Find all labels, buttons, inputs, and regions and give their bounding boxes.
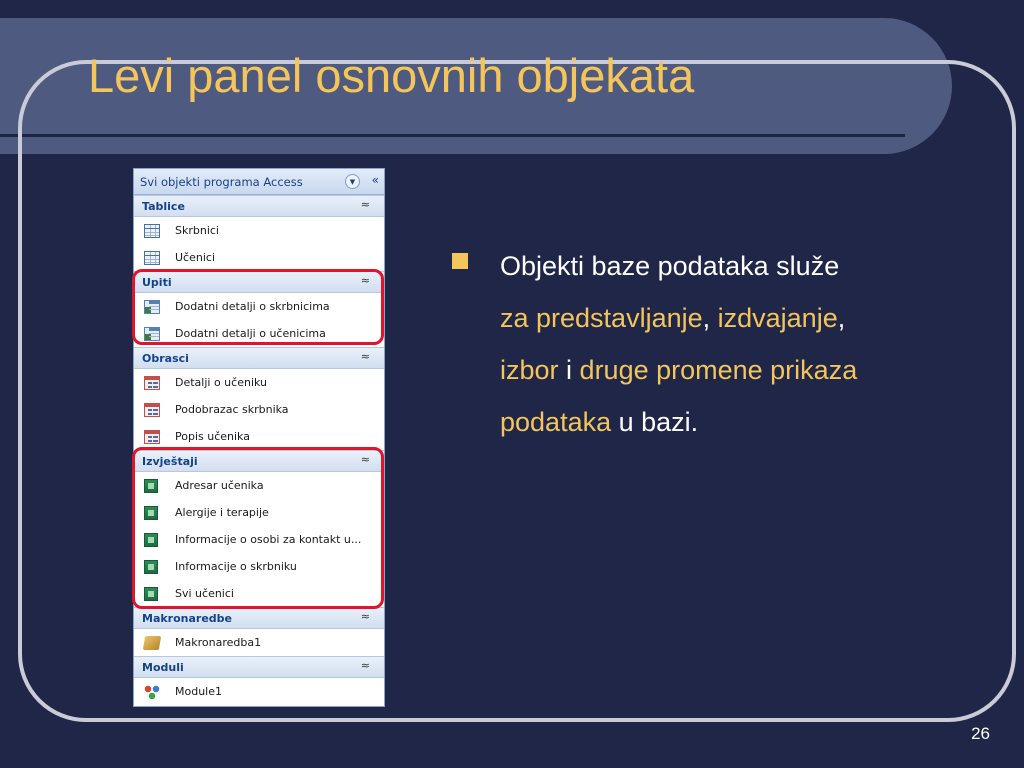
nav-item-label: Informacije o osobi za kontakt u... — [175, 533, 362, 546]
group-label: Tablice — [142, 199, 185, 213]
highlight-reports — [132, 447, 384, 609]
group-header-forms[interactable] — [134, 347, 384, 369]
nav-item-module[interactable] — [134, 678, 384, 705]
nav-item-table[interactable] — [134, 217, 384, 244]
form-icon — [144, 376, 160, 390]
nav-item-label: Svi učenici — [175, 587, 234, 600]
nav-item-macro[interactable] — [134, 629, 384, 656]
bullet-accent-part: izbor — [500, 355, 559, 385]
nav-item-label: Podobrazac skrbnika — [175, 403, 289, 416]
nav-item-label: Dodatni detalji o skrbnicima — [175, 300, 330, 313]
group-label: Moduli — [142, 660, 184, 674]
group-label: Upiti — [142, 275, 172, 289]
macro-icon — [143, 636, 161, 650]
bullet-text — [500, 240, 870, 448]
bullet-text-part: u bazi. — [611, 407, 699, 437]
collapse-pane-icon[interactable]: « — [371, 173, 379, 187]
group-header-tables[interactable] — [134, 195, 384, 217]
chevron-up-icon[interactable]: ≈ — [360, 610, 370, 623]
navigation-pane — [133, 168, 385, 707]
nav-item-form[interactable] — [134, 396, 384, 423]
table-icon — [144, 251, 160, 265]
nav-item-label: Detalji o učeniku — [175, 376, 268, 389]
group-header-macros[interactable] — [134, 607, 384, 629]
navigation-pane-title: Svi objekti programa Access — [140, 174, 303, 189]
nav-item-label: Skrbnici — [175, 224, 219, 237]
nav-item-label: Informacije o skrbniku — [175, 560, 297, 573]
highlight-queries — [132, 269, 384, 345]
group-header-modules[interactable] — [134, 656, 384, 678]
navigation-pane-header[interactable] — [134, 169, 384, 195]
module-icon — [144, 685, 160, 699]
nav-item-table[interactable] — [134, 244, 384, 271]
form-icon — [144, 430, 160, 444]
group-label: Makronaredbe — [142, 611, 233, 625]
bullet-text-part: Objekti baze podataka služe — [500, 251, 840, 281]
nav-item-form[interactable] — [134, 369, 384, 396]
nav-item-label: Učenici — [175, 251, 215, 264]
form-icon — [144, 403, 160, 417]
table-icon — [144, 224, 160, 238]
nav-item-label: Alergije i terapije — [175, 506, 269, 519]
nav-item-label: Popis učenika — [175, 430, 250, 443]
bullet-text-part: , — [837, 303, 846, 333]
group-label: Izvještaji — [142, 454, 198, 468]
chevron-up-icon[interactable]: ≈ — [360, 659, 370, 672]
chevron-up-icon[interactable]: ≈ — [360, 453, 370, 466]
nav-item-label: Adresar učenika — [175, 479, 264, 492]
slide-title: Levi panel osnovnih objekata — [88, 49, 695, 102]
nav-item-label: Module1 — [175, 685, 222, 698]
nav-item-label: Dodatni detalji o učenicima — [175, 327, 326, 340]
chevron-up-icon[interactable]: ≈ — [360, 350, 370, 363]
nav-item-form[interactable] — [134, 423, 384, 450]
bullet-text-part: , — [702, 303, 718, 333]
chevron-up-icon[interactable]: ≈ — [360, 274, 370, 287]
nav-item-label: Makronaredba1 — [175, 636, 262, 649]
chevron-down-icon[interactable]: ▼ — [345, 174, 360, 189]
group-label: Obrasci — [142, 351, 189, 365]
bullet-accent-part: druge promene prikaza podataka — [500, 355, 858, 437]
bullet-accent-part: za predstavljanje — [500, 303, 703, 333]
chevron-up-icon[interactable]: ≈ — [360, 198, 370, 211]
bullet-text-part: i — [558, 355, 580, 385]
square-bullet-icon — [452, 253, 468, 269]
bullet-accent-part: izdvajanje — [717, 303, 838, 333]
slide-number: 26 — [971, 724, 990, 743]
